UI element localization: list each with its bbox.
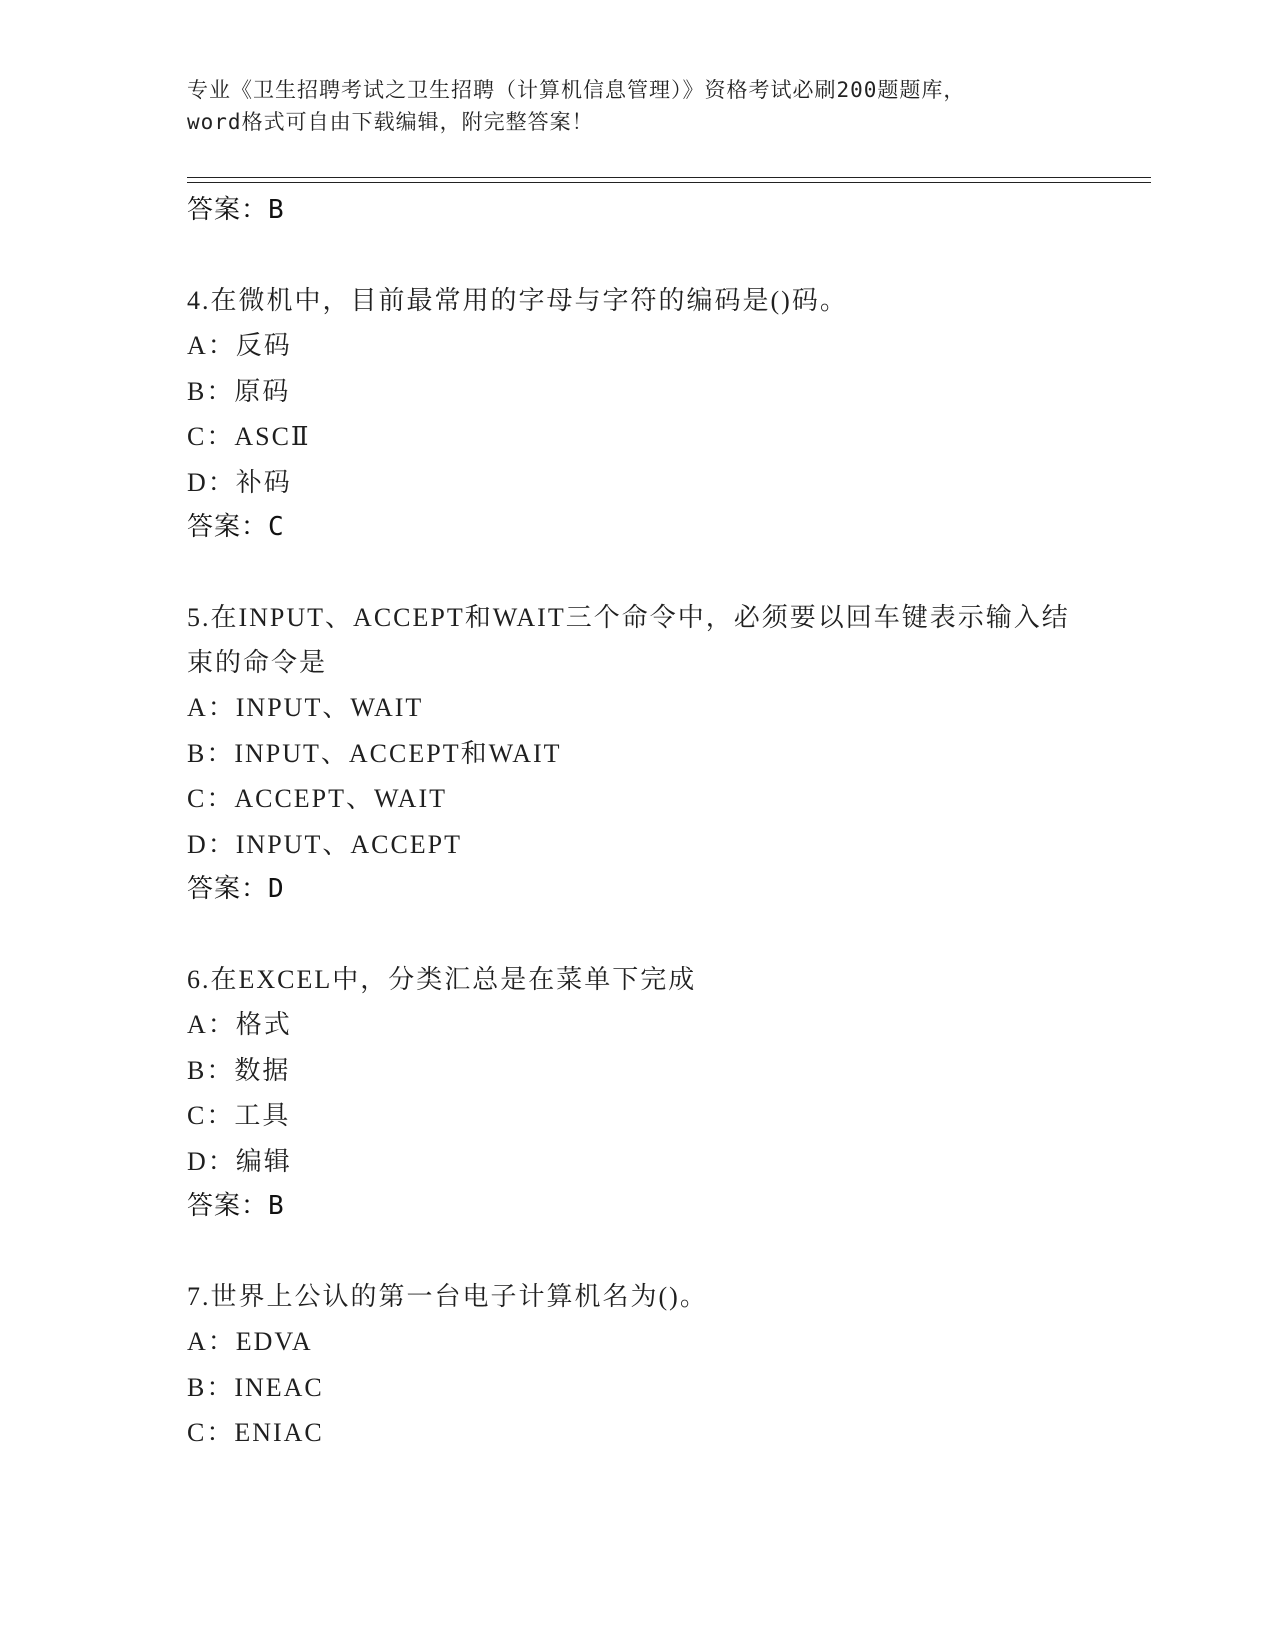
option-a: A：INPUT、WAIT (187, 693, 424, 722)
option-c: C：ASCⅡ (187, 422, 311, 451)
question-text: 6.在EXCEL中，分类汇总是在菜单下完成 (187, 965, 697, 994)
option-a: A：反码 (187, 331, 292, 360)
question-text: 4.在微机中，目前最常用的字母与字符的编码是()码。 (187, 286, 848, 315)
question-text-line-1: 5.在INPUT、ACCEPT和WAIT三个命令中，必须要以回车键表示输入结 (187, 603, 1070, 632)
option-a: A：EDVA (187, 1327, 313, 1356)
option-c: C：工具 (187, 1101, 291, 1130)
option-c: C：ENIAC (187, 1418, 324, 1447)
option-b: B：INEAC (187, 1372, 324, 1402)
option-d: D：补码 (187, 467, 292, 497)
question-text-line-2: 束的命令是 (187, 648, 328, 677)
header-line-2: word格式可自由下载编辑，附完整答案！ (187, 110, 594, 134)
option-b: B：原码 (187, 376, 291, 406)
question-list (187, 188, 1087, 1456)
header-divider-top (187, 177, 1151, 178)
option-b: B：INPUT、ACCEPT和WAIT (187, 738, 562, 768)
previous-answer: 答案：B (187, 195, 285, 225)
question-4 (187, 278, 1087, 549)
answer: 答案：D (187, 874, 285, 904)
option-c: C：ACCEPT、WAIT (187, 784, 448, 813)
question-text: 7.世界上公认的第一台电子计算机名为()。 (187, 1282, 708, 1311)
option-b: B：数据 (187, 1055, 291, 1085)
document-header (187, 74, 1087, 138)
header-line-1: 专业《卫生招聘考试之卫生招聘（计算机信息管理）》资格考试必刷200题题库， (187, 78, 966, 102)
header-divider-bottom (187, 182, 1151, 183)
option-a: A：格式 (187, 1010, 292, 1039)
question-6 (187, 957, 1087, 1228)
question-7 (187, 1274, 1087, 1456)
option-d: D：编辑 (187, 1146, 292, 1176)
option-d: D：INPUT、ACCEPT (187, 829, 463, 859)
answer: 答案：B (187, 1191, 285, 1221)
answer: 答案：C (187, 512, 285, 542)
question-5 (187, 595, 1087, 911)
